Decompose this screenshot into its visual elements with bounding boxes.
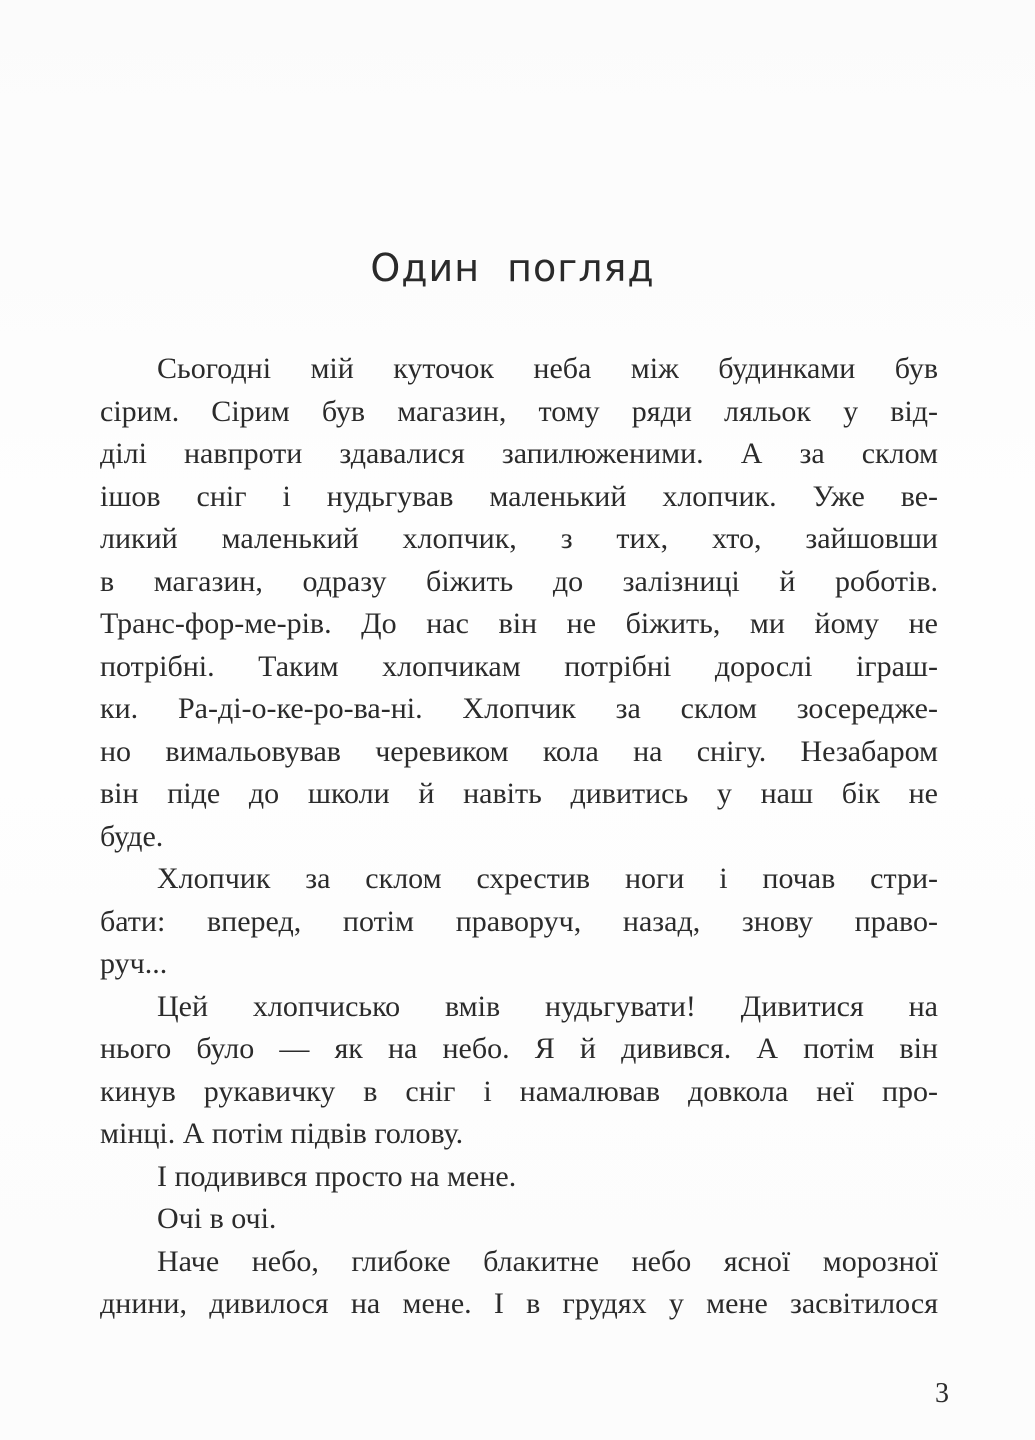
text-line: Сьогодні мій куточок неба між будинками був xyxy=(157,352,938,385)
text-line: сірим. Сірим був магазин, тому ряди ляльок у від- xyxy=(100,394,938,428)
text-line: буде. xyxy=(100,819,164,853)
paragraph xyxy=(100,1198,938,1241)
paragraph xyxy=(100,858,938,986)
text-line: ішов сніг і нудьгував маленький хлопчик. Уже ве- xyxy=(100,479,938,513)
text-line: Цей хлопчисько вмів нудьгувати! Дивитися на xyxy=(157,989,938,1023)
text-line: Хлопчик за склом схрестив ноги і почав стри- xyxy=(157,862,938,895)
text-line: ділі навпроти здавалися запилюженими. А за склом xyxy=(100,437,938,470)
text-line: но вимальовував черевиком кола на снігу. Незабаром xyxy=(100,734,938,768)
text-line: бати: вперед, потім праворуч, назад, знову право- xyxy=(100,904,938,938)
chapter-title: Один погляд xyxy=(370,246,655,290)
text-line: Транс-фор-ме-рів. До нас він не біжить, ми йому не xyxy=(100,607,938,640)
text-line: Наче небо, глибоке блакитне небо ясної морозної xyxy=(157,1244,938,1278)
paragraph xyxy=(100,1241,938,1326)
text-line: ки. Ра-ді-о-ке-ро-ва-ні. Хлопчик за склом зосередже- xyxy=(100,692,938,725)
text-line: він піде до школи й навіть дивитись у наш бік не xyxy=(100,777,938,810)
chapter-body xyxy=(100,348,938,1326)
text-line: Очі в очі. xyxy=(157,1202,277,1235)
text-line: руч... xyxy=(100,947,168,980)
paragraph xyxy=(100,1156,938,1199)
text-line: ликий маленький хлопчик, з тих, хто, зайшовши xyxy=(100,522,938,555)
paragraph xyxy=(100,348,938,858)
text-line: в магазин, одразу біжить до залізниці й роботів. xyxy=(100,564,938,598)
text-line: кинув рукавичку в сніг і намалював довкола неї про- xyxy=(100,1074,938,1108)
text-line: І подивився просто на мене. xyxy=(157,1159,517,1193)
text-line: нього було — як на небо. Я й дивився. А потім він xyxy=(100,1032,938,1065)
text-line: мінці. А потім підвів голову. xyxy=(100,1117,464,1150)
text-line: потрібні. Таким хлопчикам потрібні дорослі іграш- xyxy=(100,649,938,683)
paragraph xyxy=(100,986,938,1156)
page-number: 3 xyxy=(935,1378,949,1409)
text-line: днини, дивилося на мене. І в грудях у мене засвітилося xyxy=(100,1287,938,1320)
